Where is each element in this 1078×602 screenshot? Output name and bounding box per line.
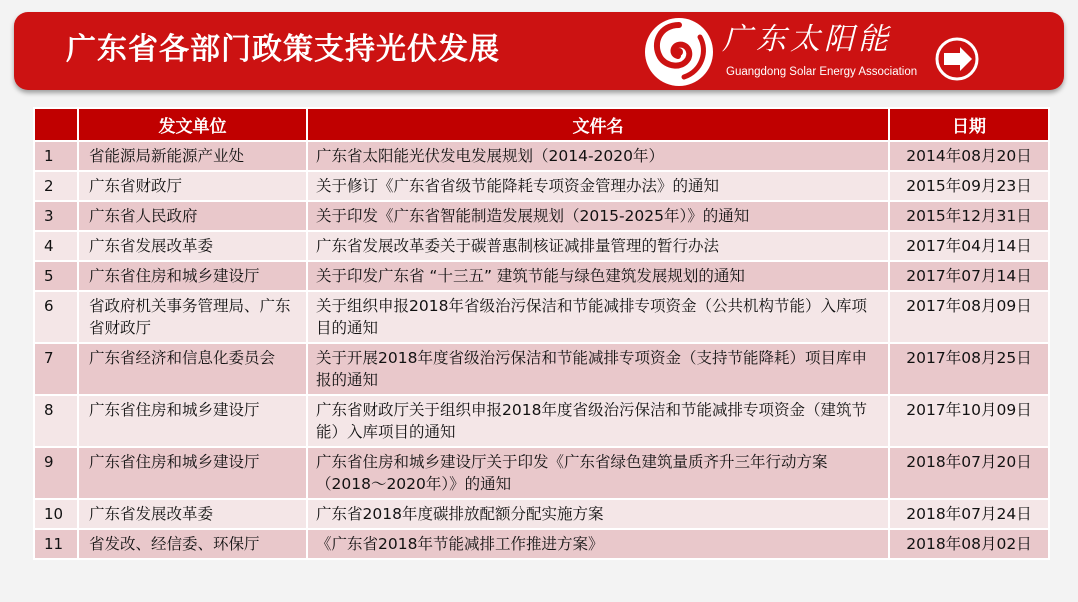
row-document: 广东省太阳能光伏发电发展规划（2014-2020年） <box>308 142 888 170</box>
row-document: 广东省财政厅关于组织申报2018年度省级治污保洁和节能减排专项资金（建筑节能）入库项目的通知 <box>308 396 888 446</box>
col-header-index <box>35 109 77 140</box>
row-date: 2018年07月20日 <box>890 448 1048 498</box>
row-document: 广东省发展改革委关于碳普惠制核证减排量管理的暂行办法 <box>308 232 888 260</box>
row-index: 7 <box>35 344 77 394</box>
row-document: 关于开展2018年度省级治污保洁和节能减排专项资金（支持节能降耗）项目库申报的通知 <box>308 344 888 394</box>
row-index: 11 <box>35 530 77 558</box>
table-row <box>35 530 1048 558</box>
row-department: 省发改、经信委、环保厅 <box>79 530 306 558</box>
title-banner <box>14 12 1064 90</box>
table-row <box>35 142 1048 170</box>
table-row <box>35 500 1048 528</box>
row-document: 广东省2018年度碳排放配额分配实施方案 <box>308 500 888 528</box>
row-department: 广东省财政厅 <box>79 172 306 200</box>
col-header-department: 发文单位 <box>79 109 306 140</box>
row-document: 关于组织申报2018年省级治污保洁和节能减排专项资金（公共机构节能）入库项目的通知 <box>308 292 888 342</box>
table-row <box>35 448 1048 498</box>
swirl-logo-icon <box>642 15 716 89</box>
row-date: 2018年07月24日 <box>890 500 1048 528</box>
row-index: 1 <box>35 142 77 170</box>
row-department: 广东省人民政府 <box>79 202 306 230</box>
row-index: 2 <box>35 172 77 200</box>
row-index: 3 <box>35 202 77 230</box>
row-department: 广东省住房和城乡建设厅 <box>79 396 306 446</box>
logo-subtitle: Guangdong Solar Energy Association <box>726 66 918 78</box>
row-date: 2018年08月02日 <box>890 530 1048 558</box>
row-department: 广东省发展改革委 <box>79 500 306 528</box>
row-index: 4 <box>35 232 77 260</box>
table-row <box>35 202 1048 230</box>
row-date: 2015年12月31日 <box>890 202 1048 230</box>
row-index: 5 <box>35 262 77 290</box>
row-date: 2017年04月14日 <box>890 232 1048 260</box>
arrow-right-icon <box>934 36 980 82</box>
row-department: 广东省发展改革委 <box>79 232 306 260</box>
row-date: 2017年10月09日 <box>890 396 1048 446</box>
row-department: 广东省经济和信息化委员会 <box>79 344 306 394</box>
row-document: 《广东省2018年节能减排工作推进方案》 <box>308 530 888 558</box>
row-document: 广东省住房和城乡建设厅关于印发《广东省绿色建筑量质齐升三年行动方案（2018～2020年）》的通知 <box>308 448 888 498</box>
row-date: 2015年09月23日 <box>890 172 1048 200</box>
table-row <box>35 172 1048 200</box>
col-header-document: 文件名 <box>308 109 888 140</box>
row-document: 关于印发《广东省智能制造发展规划（2015-2025年）》的通知 <box>308 202 888 230</box>
policy-table <box>33 107 1050 560</box>
table-row <box>35 262 1048 290</box>
row-department: 省政府机关事务管理局、广东省财政厅 <box>79 292 306 342</box>
page-title: 广东省各部门政策支持光伏发展 <box>66 32 500 67</box>
row-document: 关于印发广东省 “十三五” 建筑节能与绿色建筑发展规划的通知 <box>308 262 888 290</box>
row-department: 省能源局新能源产业处 <box>79 142 306 170</box>
table-row <box>35 232 1048 260</box>
row-index: 8 <box>35 396 77 446</box>
row-department: 广东省住房和城乡建设厅 <box>79 448 306 498</box>
table-row <box>35 292 1048 342</box>
row-document: 关于修订《广东省省级节能降耗专项资金管理办法》的通知 <box>308 172 888 200</box>
logo-wordmark: 广东太阳能 <box>722 22 892 57</box>
row-date: 2017年08月09日 <box>890 292 1048 342</box>
row-index: 10 <box>35 500 77 528</box>
table-row <box>35 344 1048 394</box>
col-header-date: 日期 <box>890 109 1048 140</box>
row-index: 9 <box>35 448 77 498</box>
row-date: 2017年07月14日 <box>890 262 1048 290</box>
table-row <box>35 396 1048 446</box>
row-index: 6 <box>35 292 77 342</box>
row-department: 广东省住房和城乡建设厅 <box>79 262 306 290</box>
row-date: 2014年08月20日 <box>890 142 1048 170</box>
row-date: 2017年08月25日 <box>890 344 1048 394</box>
table-header-row <box>35 109 1048 140</box>
